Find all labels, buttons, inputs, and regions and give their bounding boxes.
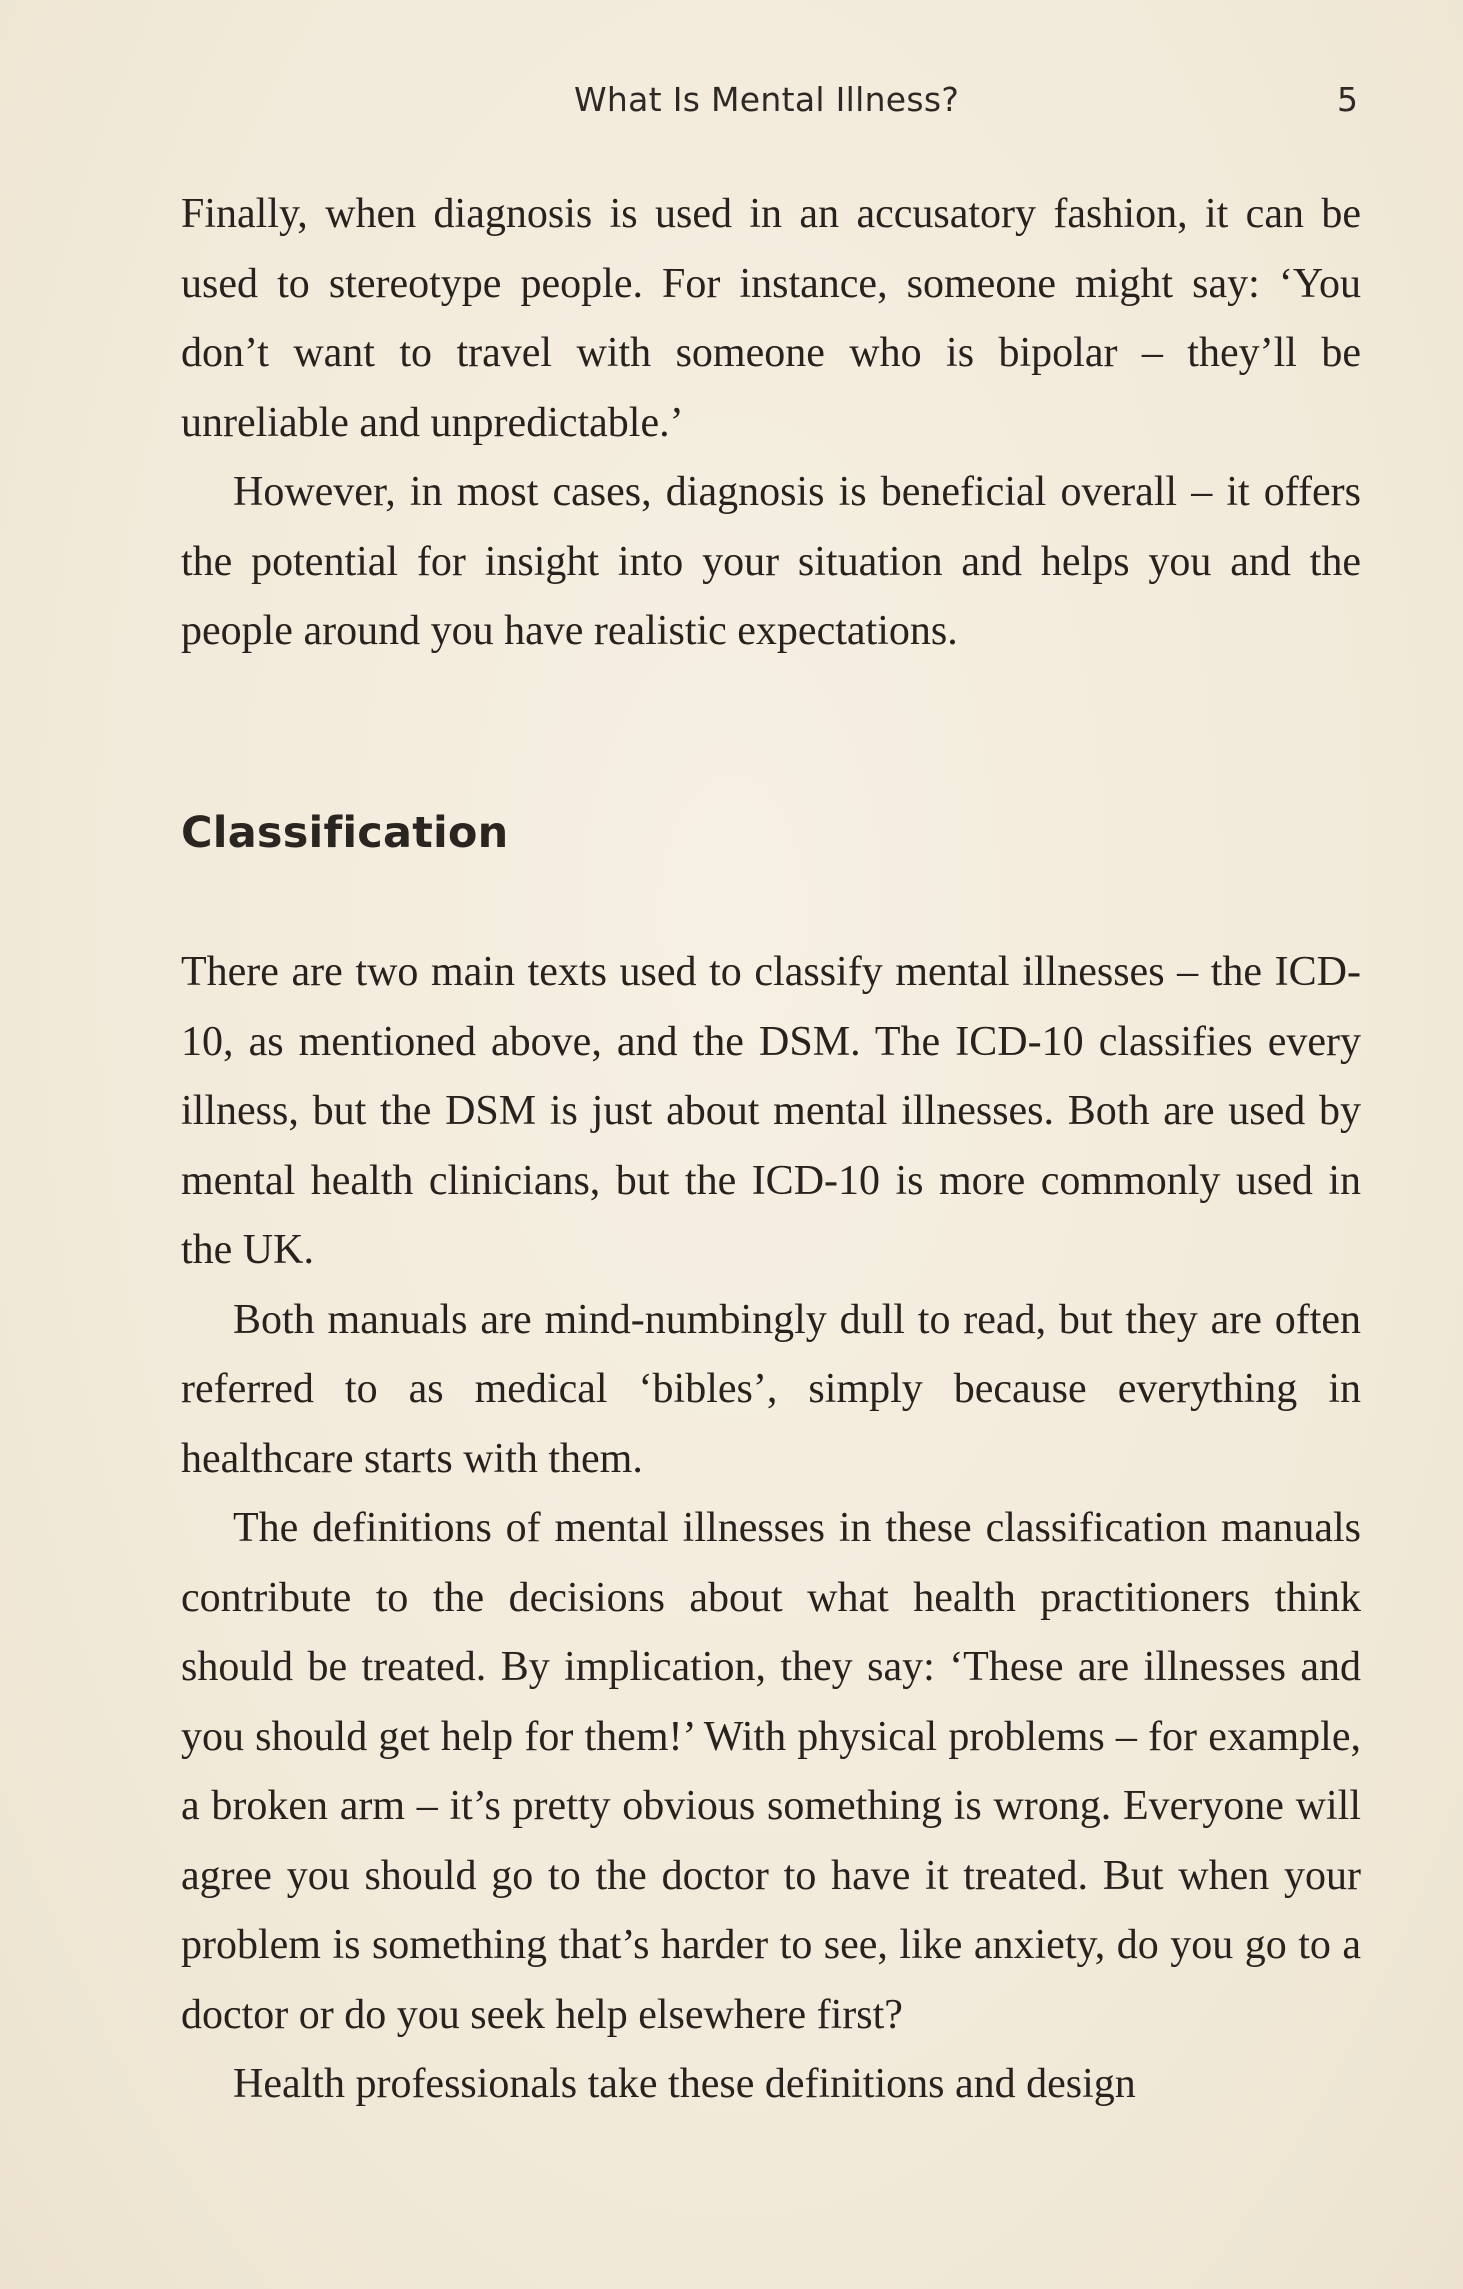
paragraph: Health professionals take these definitions and design [233, 2061, 1136, 2107]
paragraph: Finally, when diagnosis is used in an accusatory fashion, it can be used to stereotype people. For instance, someone might say: ‘You don’t want to travel with someone who is bipolar – they’ll be unreliable and unpredictable.’ [181, 191, 1361, 446]
intro-text-block [181, 180, 1361, 667]
page-number: 5 [1337, 80, 1358, 119]
paragraph: The definitions of mental illnesses in these classification manuals contribute to the decisions about what health practitioners think should be treated. By implication, they say: ‘These are illnesses and you should get help for them!’ With physical problems – for example, a broken arm – it’s pretty obvious something is wrong. Everyone will agree you should go to the doctor to have it treated. But when your problem is something that’s harder to see, like anxiety, do you go to a doctor or do you seek help elsewhere first? [181, 1505, 1361, 2038]
running-title: What Is Mental Illness? [574, 80, 960, 119]
paragraph: There are two main texts used to classify mental illnesses – the ICD-10, as mentioned above, and the DSM. The ICD-10 classifies every illness, but the DSM is just about mental illnesses. Both are used by mental health clinicians, but the ICD-10 is more commonly used in the UK. [181, 949, 1361, 1273]
running-head [0, 80, 1463, 132]
classification-text-block [181, 938, 1361, 2120]
section-heading: Classification [181, 808, 509, 858]
paragraph: However, in most cases, diagnosis is beneficial overall – it offers the potential for insight into your situation and helps you and the people around you have realistic expectations. [181, 469, 1361, 654]
paragraph: Both manuals are mind-numbingly dull to read, but they are often referred to as medical ‘bibles’, simply because everything in healthcare starts with them. [181, 1296, 1361, 1482]
